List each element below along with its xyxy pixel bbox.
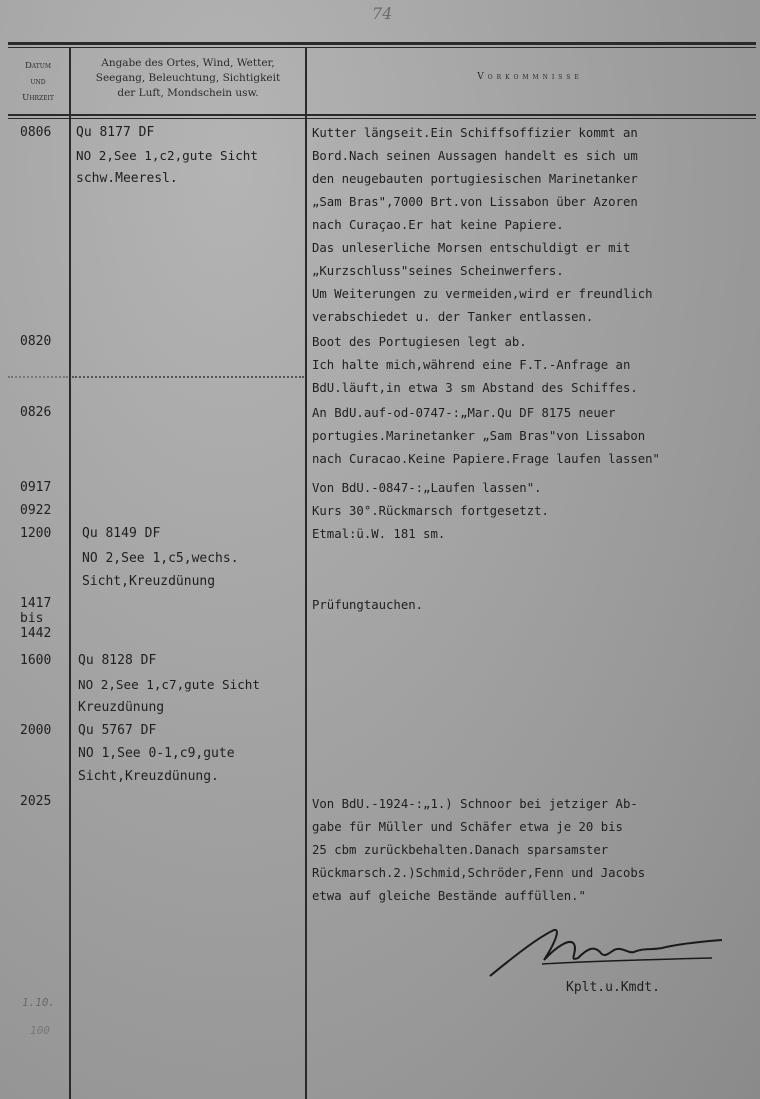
header-datum-uhrzeit — [8, 58, 68, 106]
place-line: Sicht,Kreuzdünung — [82, 574, 216, 589]
top-rule-thin — [8, 47, 756, 48]
time-0806: 0806 — [20, 125, 52, 140]
event-line: Rückmarsch.2.)Schmid,Schröder,Fenn und Jacobs — [312, 866, 646, 880]
event-line: Bord.Nach seinen Aussagen handelt es sich um — [312, 149, 638, 163]
place-line: Qu 5767 DF — [78, 723, 157, 738]
header-angabe-line-2: Seegang, Beleuchtung, Sichtigkeit — [95, 72, 281, 84]
header-angabe-line-1: Angabe des Ortes, Wind, Wetter, — [101, 57, 275, 69]
header-datum: Datum — [24, 61, 52, 71]
header-uhrzeit: Uhrzeit — [22, 93, 54, 103]
event-line: nach Curacao.Keine Papiere.Frage laufen lassen" — [312, 452, 660, 466]
event-line: Um Weiterungen zu vermeiden,wird er freundlich — [312, 287, 653, 301]
place-line: Kreuzdünung — [78, 700, 165, 715]
margin-note: 1.10. — [22, 996, 56, 1009]
event-line: Das unleserliche Morsen entschuldigt er mit — [312, 241, 631, 255]
event-line: Etmal:ü.W. 181 sm. — [312, 527, 446, 541]
time-0826: 0826 — [20, 405, 52, 420]
header-rule-thin — [8, 118, 756, 119]
column-divider-2 — [305, 47, 307, 1099]
event-line: verabschiedet u. der Tanker entlassen. — [312, 310, 594, 324]
event-line: den neugebauten portugiesischen Marinetanker — [312, 172, 638, 186]
place-line: schw.Meeresl. — [76, 171, 178, 186]
time-0922: 0922 — [20, 503, 52, 518]
margin-note-2: 100 — [30, 1024, 50, 1037]
page-number: 74 — [372, 4, 393, 23]
place-line: NO 1,See 0-1,c9,gute — [78, 746, 235, 761]
header-angabe — [72, 56, 304, 101]
dotted-separator-time — [8, 376, 68, 378]
time-1600: 1600 — [20, 653, 52, 668]
dotted-separator-place — [72, 376, 304, 378]
time-2025: 2025 — [20, 794, 52, 809]
place-line: NO 2,See 1,c2,gute Sicht — [76, 148, 258, 163]
event-line: An BdU.auf-od-0747-:„Mar.Qu DF 8175 neuer — [312, 406, 616, 420]
event-line: Kurs 30°.Rückmarsch fortgesetzt. — [312, 504, 549, 518]
event-line: Prüfungtauchen. — [312, 598, 424, 612]
time-0820: 0820 — [20, 334, 52, 349]
event-line: etwa auf gleiche Bestände auffüllen." — [312, 889, 586, 903]
top-rule — [8, 42, 756, 45]
event-line: gabe für Müller und Schäfer etwa je 20 bis — [312, 820, 623, 834]
event-line: „Sam Bras",7000 Brt.von Lissabon über Azoren — [312, 195, 638, 209]
place-line: Qu 8128 DF — [78, 653, 157, 668]
event-line: portugies.Marinetanker „Sam Bras"von Lissabon — [312, 429, 646, 443]
header-angabe-line-3: der Luft, Mondschein usw. — [117, 87, 259, 99]
event-line: 25 cbm zurückbehalten.Danach sparsamster — [312, 843, 609, 857]
time-2000: 2000 — [20, 723, 52, 738]
place-line: NO 2,See 1,c7,gute Sicht — [78, 677, 260, 692]
event-line: Von BdU.-0847-:„Laufen lassen". — [312, 481, 542, 495]
event-line: Kutter längseit.Ein Schiffsoffizier kommt an — [312, 126, 638, 140]
event-line: Boot des Portugiesen legt ab. — [312, 335, 527, 349]
place-line: Qu 8149 DF — [82, 526, 161, 541]
commander-signature — [482, 918, 732, 988]
place-line: Sicht,Kreuzdünung. — [78, 769, 219, 784]
time-1200: 1200 — [20, 526, 52, 541]
time-0917: 0917 — [20, 480, 52, 495]
event-line: „Kurzschluss"seines Scheinwerfers. — [312, 264, 564, 278]
header-vorkommnisse: Vorkommnisse — [477, 72, 583, 82]
event-line: Von BdU.-1924-:„1.) Schnoor bei jetziger Ab- — [312, 797, 638, 811]
event-line: BdU.läuft,in etwa 3 sm Abstand des Schiffes. — [312, 381, 638, 395]
signature-title: Kplt.u.Kmdt. — [566, 980, 660, 995]
column-divider-1 — [69, 47, 71, 1099]
time-1417-bis-1442: 1417 bis 1442 — [20, 596, 52, 641]
place-line: NO 2,See 1,c5,wechs. — [82, 551, 239, 566]
event-line: Ich halte mich,während eine F.T.-Anfrage an — [312, 358, 631, 372]
place-line: Qu 8177 DF — [76, 125, 155, 140]
header-und: und — [30, 77, 46, 87]
header-rule — [8, 114, 756, 116]
event-line: nach Curaçao.Er hat keine Papiere. — [312, 218, 564, 232]
